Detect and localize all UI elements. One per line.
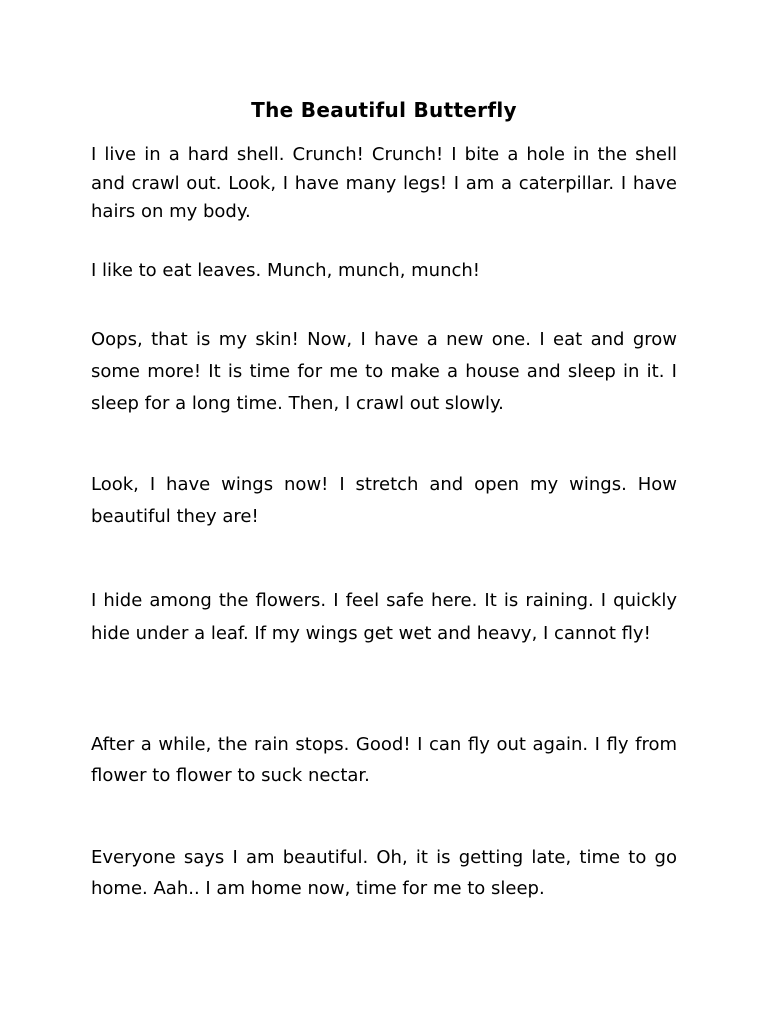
paragraph-hiding-rain: I hide among the flowers. I feel safe here. It is raining. I quickly hide under a leaf. If my wings get wet and heavy, I cannot fly! (91, 590, 677, 644)
paragraph-new-skin: Oops, that is my skin! Now, I have a new one. I eat and grow some more! It is time for me to make a house and sleep in it. I sleep for a long time. Then, I crawl out slowly. (91, 329, 677, 414)
paragraph-going-home: Everyone says I am beautiful. Oh, it is getting late, time to go home. Aah.. I am home now, time for me to sleep. (91, 847, 677, 899)
paragraph-eating-leaves: I like to eat leaves. Munch, munch, munch! (91, 260, 481, 281)
paragraph-rain-stops: After a while, the rain stops. Good! I can fly out again. I fly from flower to flower to suck nectar. (91, 734, 677, 786)
paragraph-caterpillar-hatching: I live in a hard shell. Crunch! Crunch! I bite a hole in the shell and crawl out. Look, I have many legs! I am a caterpillar. I have hairs on my body. (91, 144, 677, 222)
paragraph-wings: Look, I have wings now! I stretch and open my wings. How beautiful they are! (91, 474, 677, 527)
document-title: The Beautiful Butterfly (251, 98, 517, 122)
